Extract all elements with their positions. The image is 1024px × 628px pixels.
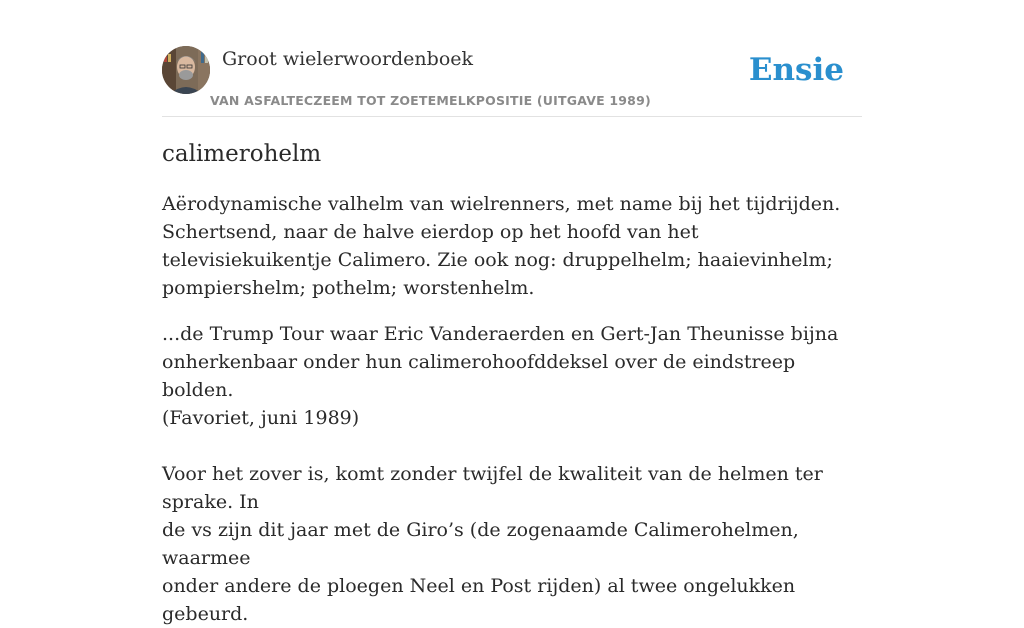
entry-content (162, 138, 862, 628)
quote-line: de vs zijn dit jaar met de Giro’s (de zogenaamde Calimerohelmen, waarmee (162, 519, 799, 569)
entry-title: calimerohelm (162, 141, 322, 167)
quote-line: ...de Trump Tour waar Eric Vanderaerden en Gert-Jan Theunisse bijna (162, 323, 839, 345)
entry-definition: Aërodynamische valhelm van wielrenners, met name bij het tijdrijden. Schertsend, naar de halve eierdop op het hoofd van het televisiekuikentje Calimero. Zie ook nog: druppelhelm; haaievinhelm; pompiershelm; pothelm; worstenhelm. (162, 193, 841, 299)
quote-line: onder andere de ploegen Neel en Post rijden) al twee ongelukken gebeurd. (162, 575, 796, 625)
brand-logo-link[interactable]: Ensie (748, 52, 844, 88)
quote-line: Voor het zover is, komt zonder twijfel de kwaliteit van de helmen ter sprake. In (162, 463, 823, 513)
author-portrait-icon (162, 46, 210, 94)
book-subtitle: VAN ASFALTECZEEM TOT ZOETEMELKPOSITIE (UITGAVE 1989) (210, 93, 651, 108)
quote-block-1 (162, 320, 862, 432)
quote-source: (Favoriet, juni 1989) (162, 407, 360, 429)
avatar[interactable] (162, 46, 210, 94)
book-header (162, 46, 862, 117)
quote-line: onherkenbaar onder hun calimerohoofddeksel over de eindstreep bolden. (162, 351, 796, 401)
quote-block-2 (162, 460, 862, 628)
book-title[interactable]: Groot wielerwoordenboek (222, 48, 474, 70)
